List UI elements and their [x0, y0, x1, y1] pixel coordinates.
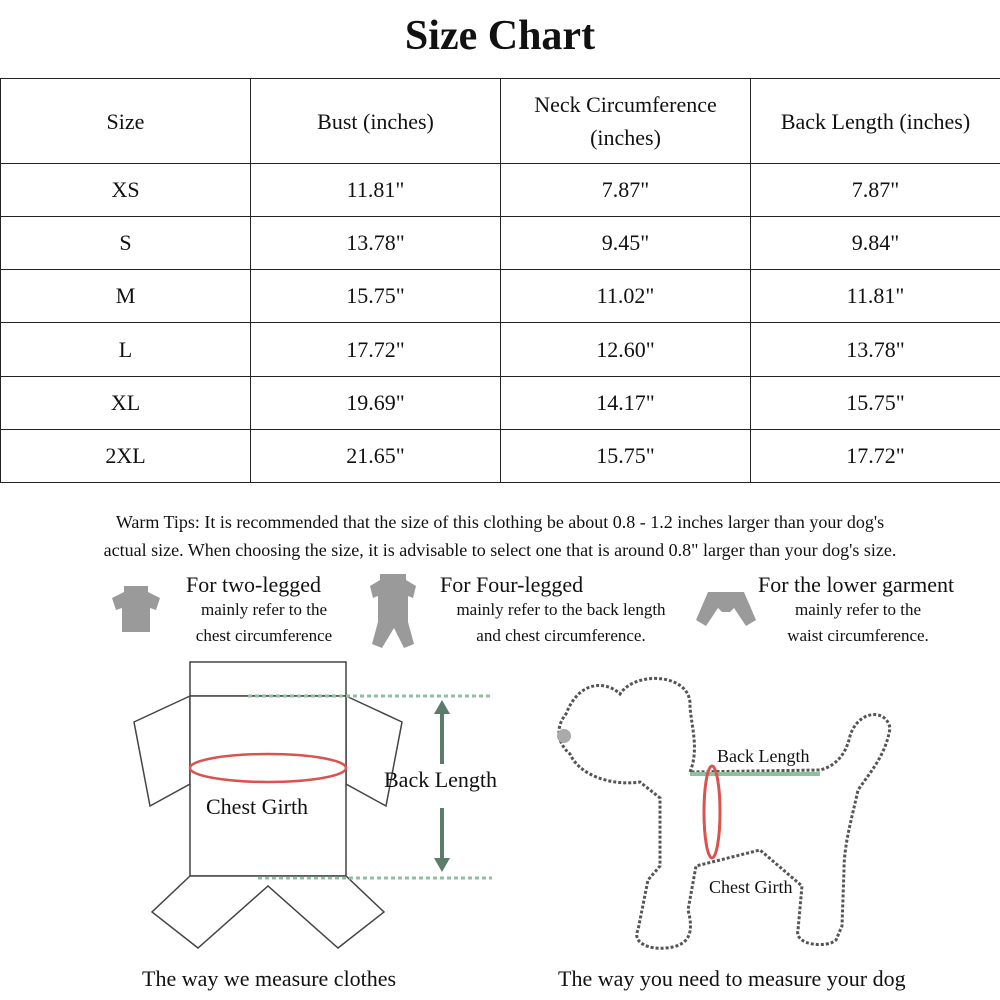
- bust-cell: 21.65": [251, 429, 501, 482]
- page-title: Size Chart: [404, 13, 596, 59]
- bust-cell: 19.69": [251, 376, 501, 429]
- back-cell: 15.75": [751, 376, 1000, 429]
- clothes-measure-diagram: [120, 650, 510, 960]
- table-row: [1, 217, 1000, 270]
- arrow-head-down: [434, 858, 450, 872]
- back-cell: 13.78": [751, 323, 1000, 376]
- neck-cell: 14.17": [501, 376, 751, 429]
- warm-tips: [0, 508, 1000, 564]
- size-cell: M: [1, 270, 251, 323]
- category-line-2: waist circumference.: [787, 626, 929, 645]
- warm-tips-line-1: Warm Tips: It is recommended that the size of this clothing be about 0.8 - 1.2 inches larger than your dog's: [115, 512, 885, 532]
- clothes-caption: The way we measure clothes: [142, 966, 397, 991]
- header-size: Size: [1, 79, 251, 164]
- size-cell: S: [1, 217, 251, 270]
- category-four-legged: [368, 570, 698, 650]
- bust-cell: 17.72": [251, 323, 501, 376]
- four-legged-jumpsuit-icon: [368, 572, 418, 650]
- back-cell: 9.84": [751, 217, 1000, 270]
- dog-measure-diagram: [540, 670, 910, 965]
- arrow-head-up: [434, 700, 450, 714]
- dog-outline: [559, 678, 890, 948]
- category-line-1: mainly refer to the back length: [456, 600, 666, 619]
- size-cell: XS: [1, 164, 251, 217]
- table-row: [1, 270, 1000, 323]
- category-line-2: and chest circumference.: [476, 626, 646, 645]
- clothes-back-length-label: Back Length: [384, 767, 498, 792]
- clothes-chest-girth-label: Chest Girth: [206, 794, 309, 819]
- header-neck: Neck Circumference (inches): [501, 79, 751, 164]
- neck-cell: 15.75": [501, 429, 751, 482]
- size-table: [0, 78, 1000, 483]
- category-line-1: mainly refer to the: [794, 600, 922, 619]
- dog-back-length-label: Back Length: [717, 746, 810, 766]
- two-legged-shirt-icon: [110, 584, 162, 634]
- table-row: [1, 323, 1000, 376]
- category-title: For Four-legged: [440, 572, 584, 597]
- lower-garment-icon: [694, 590, 758, 638]
- category-title: For the lower garment: [758, 572, 955, 597]
- table-row: [1, 164, 1000, 217]
- neck-cell: 9.45": [501, 217, 751, 270]
- back-cell: 17.72": [751, 429, 1000, 482]
- category-lower-garment: [690, 570, 990, 650]
- dog-caption: The way you need to measure your dog: [558, 966, 906, 991]
- size-cell: L: [1, 323, 251, 376]
- dog-chest-girth-ring: [704, 766, 720, 858]
- category-line-2: chest circumference: [195, 626, 333, 645]
- size-cell: XL: [1, 376, 251, 429]
- dog-nose-icon: [557, 729, 571, 743]
- neck-cell: 12.60": [501, 323, 751, 376]
- back-cell: 11.81": [751, 270, 1000, 323]
- table-header-row: [1, 79, 1000, 164]
- bust-cell: 13.78": [251, 217, 501, 270]
- dog-chest-girth-label: Chest Girth: [709, 877, 793, 897]
- bust-cell: 15.75": [251, 270, 501, 323]
- warm-tips-line-2: actual size. When choosing the size, it is advisable to select one that is around 0.8" larger than your dog's size.: [103, 540, 897, 560]
- neck-cell: 11.02": [501, 270, 751, 323]
- category-title: For two-legged: [186, 572, 322, 597]
- header-back-length: Back Length (inches): [751, 79, 1000, 164]
- back-cell: 7.87": [751, 164, 1000, 217]
- neck-cell: 7.87": [501, 164, 751, 217]
- header-bust: Bust (inches): [251, 79, 501, 164]
- table-row: [1, 429, 1000, 482]
- size-cell: 2XL: [1, 429, 251, 482]
- category-line-1: mainly refer to the: [200, 600, 328, 619]
- bust-cell: 11.81": [251, 164, 501, 217]
- table-row: [1, 376, 1000, 429]
- category-two-legged: [110, 570, 360, 650]
